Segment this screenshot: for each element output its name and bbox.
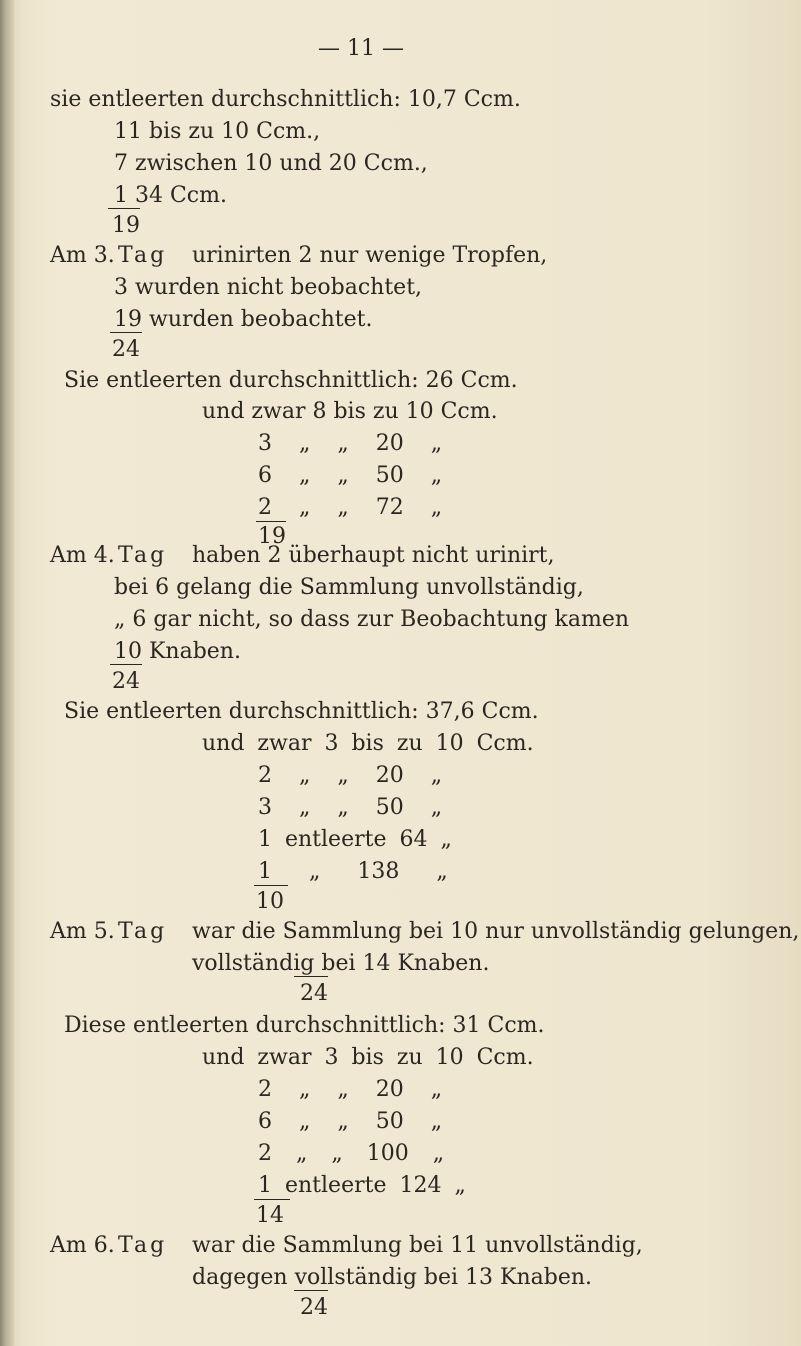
text-line: war die Sammlung bei 11 unvollständig, [192, 1233, 643, 1258]
sum-value: 19 [112, 213, 140, 238]
text-line: Diese entleerten durchschnittlich: 31 Ccm. [64, 1013, 545, 1038]
sum-value: 14 [256, 1203, 284, 1228]
table-row: 6 „ „ 50 „ [258, 463, 443, 488]
table-row: 3 „ „ 50 „ [258, 795, 443, 820]
text-line: und zwar 3 bis zu 10 Ccm. [202, 731, 534, 756]
text-line: sie entleerten durchschnittlich: 10,7 Ccm. [50, 87, 521, 112]
sum-value: 24 [112, 337, 140, 362]
table-row: 2 „ „ 20 „ [258, 763, 443, 788]
table-row: 1 entleerte 124 „ [258, 1173, 466, 1198]
day-tag: Tag [118, 543, 168, 568]
text-line: 7 zwischen 10 und 20 Ccm., [114, 151, 428, 176]
day-tag: Tag [118, 919, 168, 944]
sum-rule [110, 664, 142, 665]
sum-value: 24 [112, 669, 140, 694]
sum-value: 10 [256, 889, 284, 914]
sum-value: 24 [300, 1295, 328, 1320]
sum-value: 19 [258, 524, 286, 549]
text-line: dagegen vollständig bei 13 Knaben. [192, 1265, 593, 1290]
text-line: haben 2 überhaupt nicht urinirt, [192, 543, 555, 568]
day-label: Am 5. [50, 919, 115, 944]
text-line: 1 34 Ccm. [114, 183, 227, 208]
sum-rule [254, 885, 288, 886]
table-row: 1 entleerte 64 „ [258, 827, 452, 852]
day-tag: Tag [118, 1233, 168, 1258]
day-tag: Tag [118, 243, 168, 268]
table-row: 1 „ 138 „ [258, 859, 448, 884]
day-label: Am 3. [50, 243, 115, 268]
day-label: Am 4. [50, 543, 115, 568]
text-line: Sie entleerten durchschnittlich: 37,6 Ccm. [64, 699, 539, 724]
sum-rule [256, 521, 286, 522]
sum-rule [110, 332, 142, 333]
table-row: 2 „ „ 20 „ [258, 1077, 443, 1102]
page-number: — 11 — [318, 36, 404, 61]
sum-rule [294, 1290, 328, 1291]
text-line: und zwar 8 bis zu 10 Ccm. [202, 399, 498, 424]
page-binding-edge [0, 0, 14, 1346]
table-row: 2 „ „ 100 „ [258, 1141, 445, 1166]
text-line: 19 wurden beobachtet. [114, 307, 373, 332]
text-line: war die Sammlung bei 10 nur unvollständig gelungen, [192, 919, 800, 944]
sum-value: 24 [300, 981, 328, 1006]
table-row: 3 „ „ 20 „ [258, 431, 443, 456]
text-line: und zwar 3 bis zu 10 Ccm. [202, 1045, 534, 1070]
text-line: urinirten 2 nur wenige Tropfen, [192, 243, 548, 268]
text-line: bei 6 gelang die Sammlung unvollständig, [114, 575, 584, 600]
table-row: 6 „ „ 50 „ [258, 1109, 443, 1134]
text-line: „ 6 gar nicht, so dass zur Beobachtung kamen [114, 607, 630, 632]
sum-rule [294, 976, 328, 977]
text-line: Sie entleerten durchschnittlich: 26 Ccm. [64, 368, 518, 393]
table-row: 2 „ „ 72 „ [258, 495, 443, 520]
text-line: 3 wurden nicht beobachtet, [114, 275, 423, 300]
text-line: 10 Knaben. [114, 639, 241, 664]
text-line: 11 bis zu 10 Ccm., [114, 119, 321, 144]
day-label: Am 6. [50, 1233, 115, 1258]
sum-rule [254, 1199, 290, 1200]
sum-rule [108, 208, 140, 209]
text-line: vollständig bei 14 Knaben. [192, 951, 490, 976]
